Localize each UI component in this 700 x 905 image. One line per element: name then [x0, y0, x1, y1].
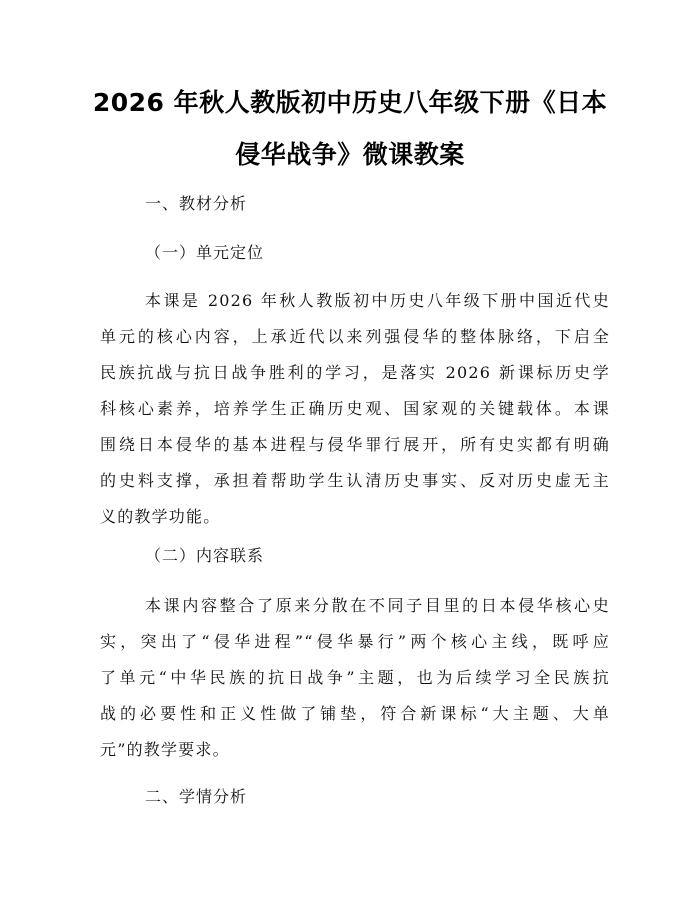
- paragraph-unit-positioning: [100, 283, 610, 535]
- subsection-heading-content-connection: （二）内容联系: [145, 546, 265, 565]
- paragraph-line: 了单元“中华民族的抗日战争”主题，也为后续学习全民族抗: [100, 668, 610, 687]
- paragraph-line: 义的教学功能。: [100, 507, 221, 526]
- paragraph-line: 元”的教学要求。: [100, 740, 230, 759]
- paragraph-line: 本课内容整合了原来分散在不同子目里的日本侵华核心史: [145, 596, 610, 615]
- paragraph-content-connection: [100, 588, 610, 768]
- subsection-heading-unit-positioning: （一）单元定位: [145, 243, 265, 262]
- section-heading-learner-analysis: 二、学情分析: [145, 787, 248, 806]
- document-title-line-1: 2026 年秋人教版初中历史八年级下册《日本: [92, 88, 608, 117]
- paragraph-line: 本课是 2026 年秋人教版初中历史八年级下册中国近代史: [145, 291, 610, 310]
- paragraph-line: 的史料支撑，承担着帮助学生认清历史事实、反对历史虚无主: [100, 471, 610, 490]
- paragraph-line: 民族抗战与抗日战争胜利的学习，是落实 2026 新课标历史学: [100, 363, 610, 382]
- paragraph-line: 围绕日本侵华的基本进程与侵华罪行展开，所有史实都有明确: [100, 435, 610, 454]
- paragraph-line: 战的必要性和正义性做了铺垫，符合新课标“大主题、大单: [100, 704, 610, 723]
- paragraph-line: 单元的核心内容，上承近代以来列强侵华的整体脉络，下启全: [100, 327, 610, 346]
- paragraph-line: 实，突出了“侵华进程”“侵华暴行”两个核心主线，既呼应: [100, 632, 610, 651]
- paragraph-line: 科核心素养，培养学生正确历史观、国家观的关键载体。本课: [100, 399, 610, 418]
- section-heading-textbook-analysis: 一、教材分析: [145, 194, 248, 213]
- document-title-line-2: 侵华战争》微课教案: [235, 140, 465, 169]
